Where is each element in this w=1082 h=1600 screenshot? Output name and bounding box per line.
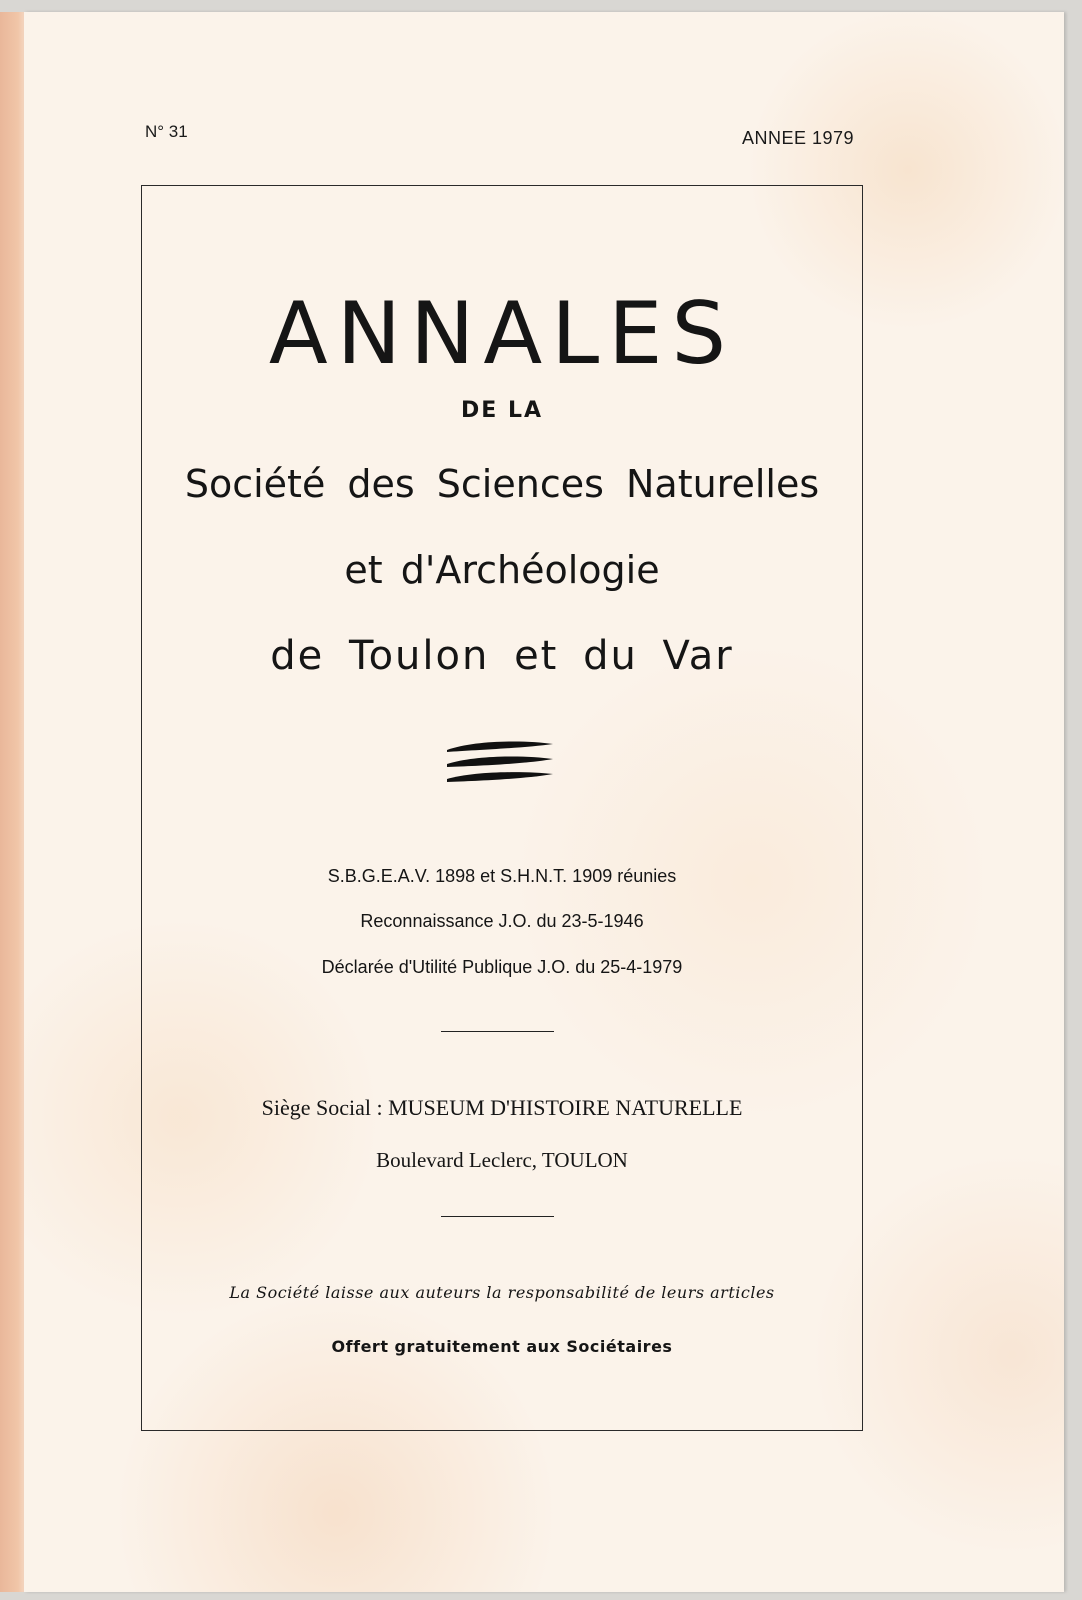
society-name-line3: de Toulon et du Var <box>270 633 734 679</box>
society-name-line2: et d'Archéologie <box>344 548 660 592</box>
divider <box>441 1216 554 1217</box>
journal-subtitle: DE LA <box>461 398 543 423</box>
issue-number: N° 31 <box>145 122 188 141</box>
journal-title: ANNALES <box>268 284 736 384</box>
issue-year: ANNEE 1979 <box>742 128 855 148</box>
history-line: S.B.G.E.A.V. 1898 et S.H.N.T. 1909 réunies <box>327 866 677 886</box>
offer-text: Offert gratuitement aux Sociétaires <box>331 1337 673 1356</box>
seat-address-line2: Boulevard Leclerc, TOULON <box>376 1148 628 1172</box>
history-line: Déclarée d'Utilité Publique J.O. du 25-4-1979 <box>321 957 683 977</box>
wave-lines-icon <box>445 738 557 788</box>
society-name-line1: Société des Sciences Naturelles <box>184 462 820 506</box>
seat-address-line1: Siège Social : MUSEUM D'HISTOIRE NATURELLE <box>261 1095 743 1120</box>
history-line: Reconnaissance J.O. du 23-5-1946 <box>360 911 644 931</box>
divider <box>441 1031 554 1032</box>
disclaimer-text: La Société laisse aux auteurs la responsabilité de leurs articles <box>229 1283 775 1302</box>
